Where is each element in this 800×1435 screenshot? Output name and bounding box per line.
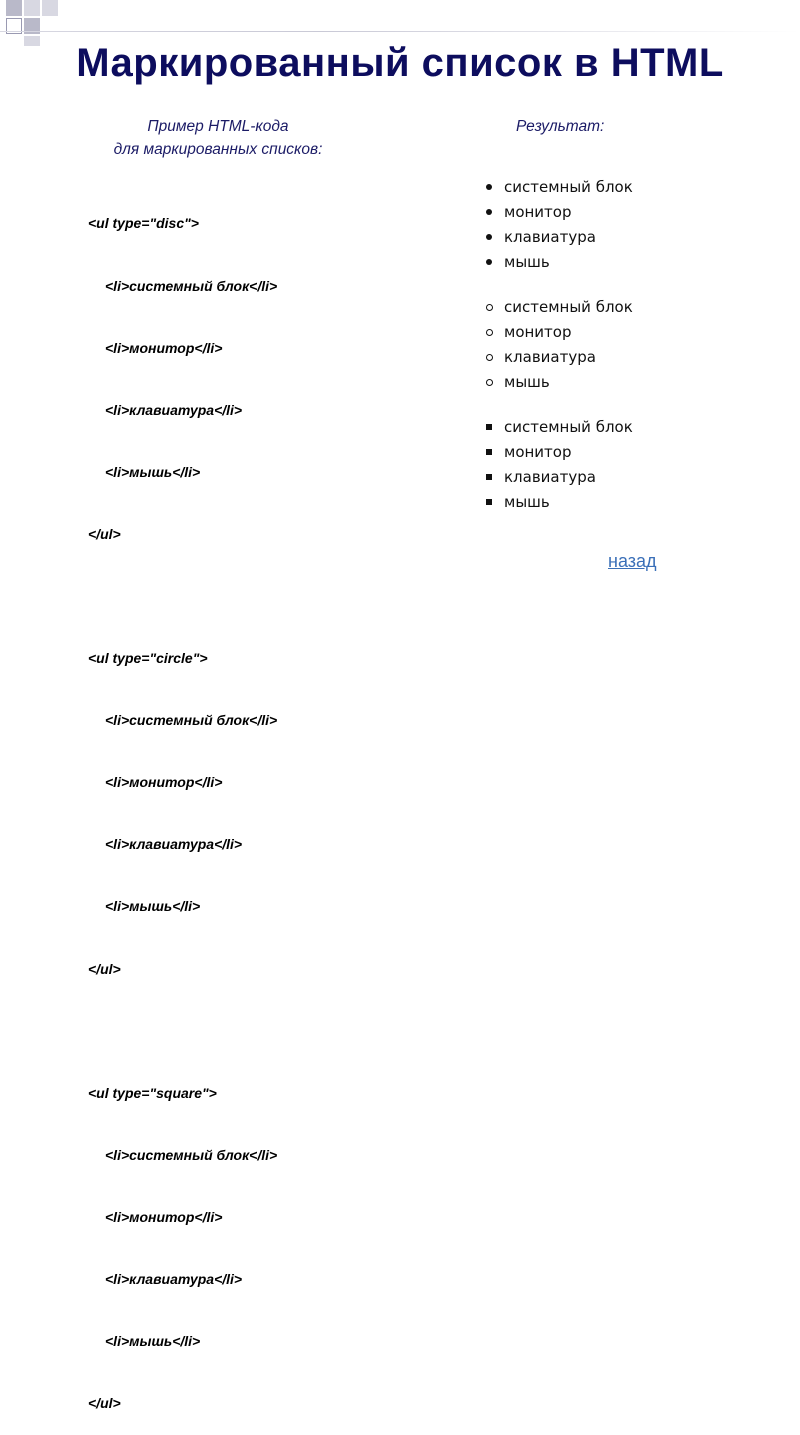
code-line-blank bbox=[88, 1021, 277, 1042]
code-line-li: <li>системный блок</li> bbox=[105, 712, 278, 729]
list-item bbox=[484, 416, 633, 441]
disc-bullet-icon bbox=[486, 259, 492, 265]
list-item-label: мышь bbox=[504, 493, 550, 511]
code-caption-line2: для маркированных списков: bbox=[113, 141, 323, 158]
list-item-label: системный блок bbox=[504, 418, 633, 436]
code-line-blank bbox=[88, 586, 277, 607]
code-line-ul-open: <ul type="disc"> bbox=[88, 215, 199, 232]
list-item-label: клавиатура bbox=[504, 348, 596, 366]
code-line-li: <li>мышь</li> bbox=[105, 463, 201, 480]
list-item-label: клавиатура bbox=[504, 468, 596, 486]
list-item bbox=[484, 176, 633, 201]
result-output bbox=[484, 176, 633, 536]
list-item-label: мышь bbox=[504, 373, 550, 391]
code-line-li: <li>монитор</li> bbox=[105, 1208, 223, 1225]
code-line-li: <li>мышь</li> bbox=[105, 898, 201, 915]
corner-square bbox=[24, 0, 40, 16]
list-item bbox=[484, 466, 633, 491]
code-line-li: <li>монитор</li> bbox=[105, 774, 223, 791]
list-item bbox=[484, 251, 633, 276]
square-bullet-icon bbox=[486, 424, 492, 430]
square-bullet-icon bbox=[486, 474, 492, 480]
code-line-ul-open: <ul type="square"> bbox=[88, 1084, 217, 1101]
square-bullet-icon bbox=[486, 449, 492, 455]
disc-bullet-icon bbox=[486, 184, 492, 190]
code-line-li: <li>монитор</li> bbox=[105, 339, 223, 356]
list-item bbox=[484, 441, 633, 466]
circle-bullet-icon bbox=[486, 304, 493, 311]
code-line-li: <li>клавиатура</li> bbox=[105, 401, 243, 418]
list-item bbox=[484, 321, 633, 346]
top-divider bbox=[0, 31, 800, 32]
list-item-label: системный блок bbox=[504, 298, 633, 316]
result-list-square bbox=[484, 416, 633, 516]
list-item-label: монитор bbox=[504, 443, 572, 461]
list-item-label: мышь bbox=[504, 253, 550, 271]
code-example bbox=[88, 172, 277, 1435]
result-list-disc bbox=[484, 176, 633, 276]
list-item bbox=[484, 226, 633, 251]
list-item bbox=[484, 491, 633, 516]
result-caption: Результат: bbox=[516, 118, 605, 135]
corner-square bbox=[42, 0, 58, 16]
corner-square bbox=[6, 0, 22, 16]
code-line-ul-close: </ul> bbox=[88, 1395, 121, 1412]
circle-bullet-icon bbox=[486, 354, 493, 361]
list-item bbox=[484, 296, 633, 321]
list-item-label: монитор bbox=[504, 203, 572, 221]
code-line-li: <li>мышь</li> bbox=[105, 1333, 201, 1350]
code-line-ul-close: </ul> bbox=[88, 960, 121, 977]
list-item-label: клавиатура bbox=[504, 228, 596, 246]
code-line-li: <li>системный блок</li> bbox=[105, 277, 278, 294]
code-line-li: <li>клавиатура</li> bbox=[105, 836, 243, 853]
list-item bbox=[484, 371, 633, 396]
disc-bullet-icon bbox=[486, 209, 492, 215]
code-caption-line1: Пример HTML-кода bbox=[147, 118, 289, 135]
square-bullet-icon bbox=[486, 499, 492, 505]
code-line-ul-open: <ul type="circle"> bbox=[88, 650, 208, 667]
circle-bullet-icon bbox=[486, 329, 493, 336]
list-item-label: монитор bbox=[504, 323, 572, 341]
back-link[interactable]: назад bbox=[608, 551, 657, 571]
circle-bullet-icon bbox=[486, 379, 493, 386]
list-item bbox=[484, 201, 633, 226]
list-item bbox=[484, 346, 633, 371]
code-line-li: <li>клавиатура</li> bbox=[105, 1271, 243, 1287]
code-line-li: <li>системный блок</li> bbox=[105, 1146, 278, 1163]
disc-bullet-icon bbox=[486, 234, 492, 240]
page-title: Маркированный список в HTML bbox=[76, 41, 724, 85]
list-item-label: системный блок bbox=[504, 178, 633, 196]
code-caption bbox=[88, 115, 348, 161]
code-line-ul-close: </ul> bbox=[88, 525, 121, 542]
result-list-circle bbox=[484, 296, 633, 396]
